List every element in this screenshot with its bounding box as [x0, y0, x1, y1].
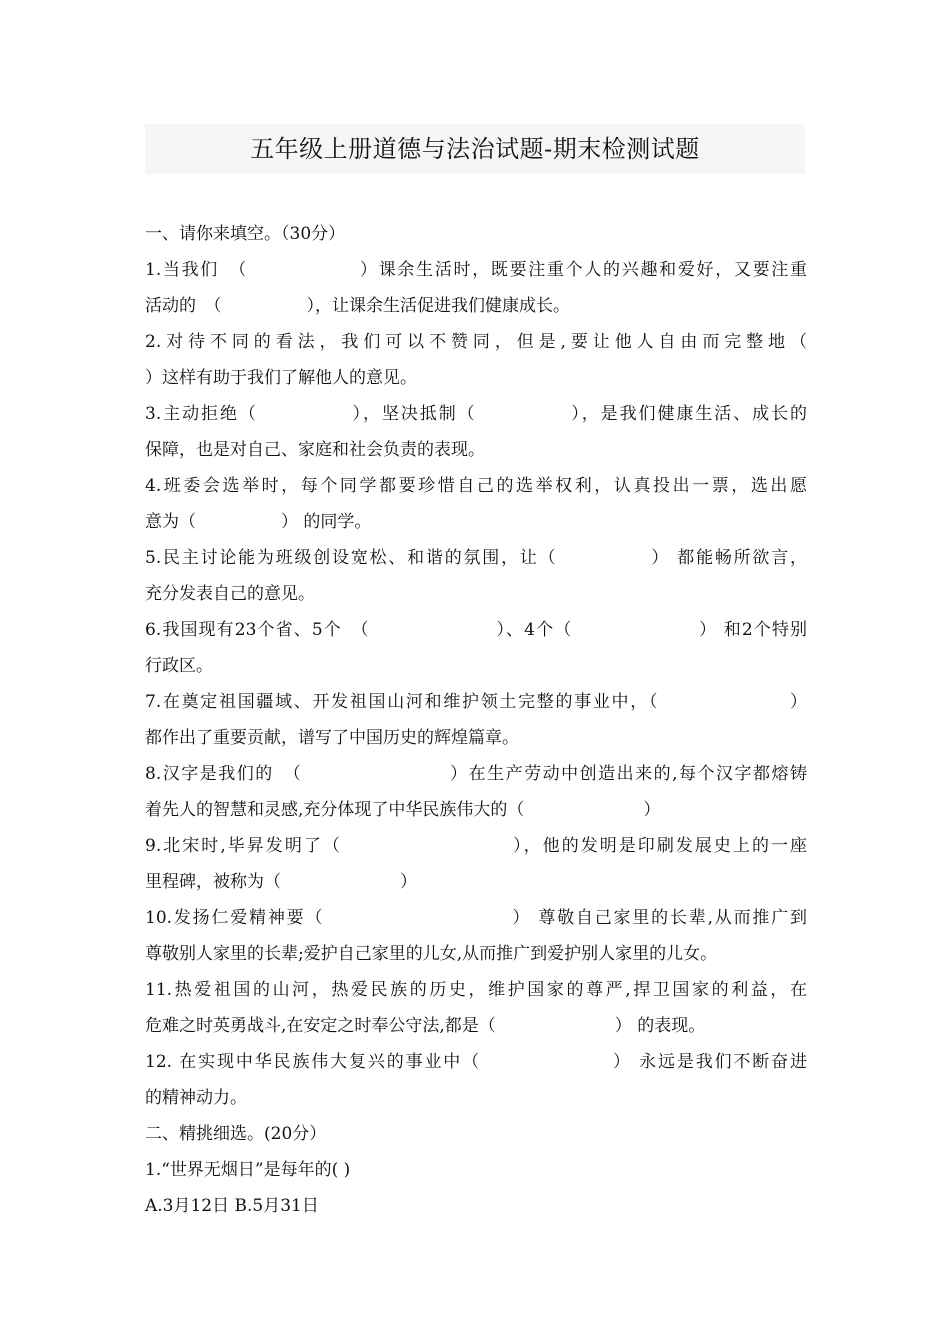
- q7-line2: 都作出了重要贡献，谱写了中国历史的辉煌篇章。: [145, 728, 519, 748]
- page-title: 五年级上册道德与法治试题-期末检测试题: [250, 135, 700, 163]
- q3-line2: 保障，也是对自己、家庭和社会负责的表现。: [145, 440, 485, 460]
- s2-q1-options: A.3月12日 B.5月31日: [145, 1196, 319, 1216]
- q3-line1: 3.主动拒绝（ ），坚决抵制（ ），是我们健康生活、成长的: [145, 404, 807, 424]
- q9-line1: 9.北宋时,毕昇发明了（ ），他的发明是印刷发展史上的一座: [145, 836, 807, 856]
- q7-line1: 7.在奠定祖国疆域、开发祖国山河和维护领土完整的事业中，（ ）: [145, 692, 807, 712]
- q6-line1: 6.我国现有23个省、5个 （ ）、4个（ ） 和2个特别: [145, 620, 807, 640]
- q2-line1: 2.对待不同的看法，我们可以不赞同，但是,要让他人自由而完整地（: [145, 332, 807, 352]
- q10-line2: 尊敬别人家里的长辈;爱护自己家里的儿女,从而推广到爱护别人家里的儿女。: [145, 944, 718, 964]
- q6-line2: 行政区。: [145, 656, 213, 676]
- section1-heading: 一、请你来填空。（30分）: [145, 224, 346, 244]
- q4-line2: 意为（ ） 的同学。: [145, 512, 372, 532]
- q5-line2: 充分发表自己的意见。: [145, 584, 315, 604]
- q9-line2: 里程碑，被称为（ ）: [145, 872, 417, 892]
- q11-line2: 危难之时英勇战斗,在安定之时奉公守法,都是（ ） 的表现。: [145, 1016, 706, 1036]
- q1-line1: 1.当我们 （ ）课余生活时，既要注重个人的兴趣和爱好，又要注重: [145, 260, 807, 280]
- q2-line2: ）这样有助于我们了解他人的意见。: [145, 368, 417, 388]
- q8-line2: 着先人的智慧和灵感,充分体现了中华民族伟大的（ ）: [145, 800, 661, 820]
- q4-line1: 4.班委会选举时，每个同学都要珍惜自己的选举权利，认真投出一票，选出愿: [145, 476, 807, 496]
- s2-q1: 1.“世界无烟日”是每年的( ): [145, 1160, 351, 1180]
- q5-line1: 5.民主讨论能为班级创设宽松、和谐的氛围，让（ ） 都能畅所欲言，: [145, 548, 807, 568]
- section2-heading: 二、精挑细选。(20分）: [145, 1124, 327, 1144]
- q11-line1: 11.热爱祖国的山河，热爱民族的历史，维护国家的尊严,捍卫国家的利益，在: [145, 980, 807, 1000]
- q10-line1: 10.发扬仁爱精神要（ ） 尊敬自己家里的长辈,从而推广到: [145, 908, 807, 928]
- q12-line1: 12. 在实现中华民族伟大复兴的事业中（ ） 永远是我们不断奋进: [145, 1052, 807, 1072]
- q12-line2: 的精神动力。: [145, 1088, 247, 1108]
- q8-line1: 8.汉字是我们的 （ ）在生产劳动中创造出来的,每个汉字都熔铸: [145, 764, 807, 784]
- q1-line2: 活动的 （ ），让课余生活促进我们健康成长。: [145, 296, 570, 316]
